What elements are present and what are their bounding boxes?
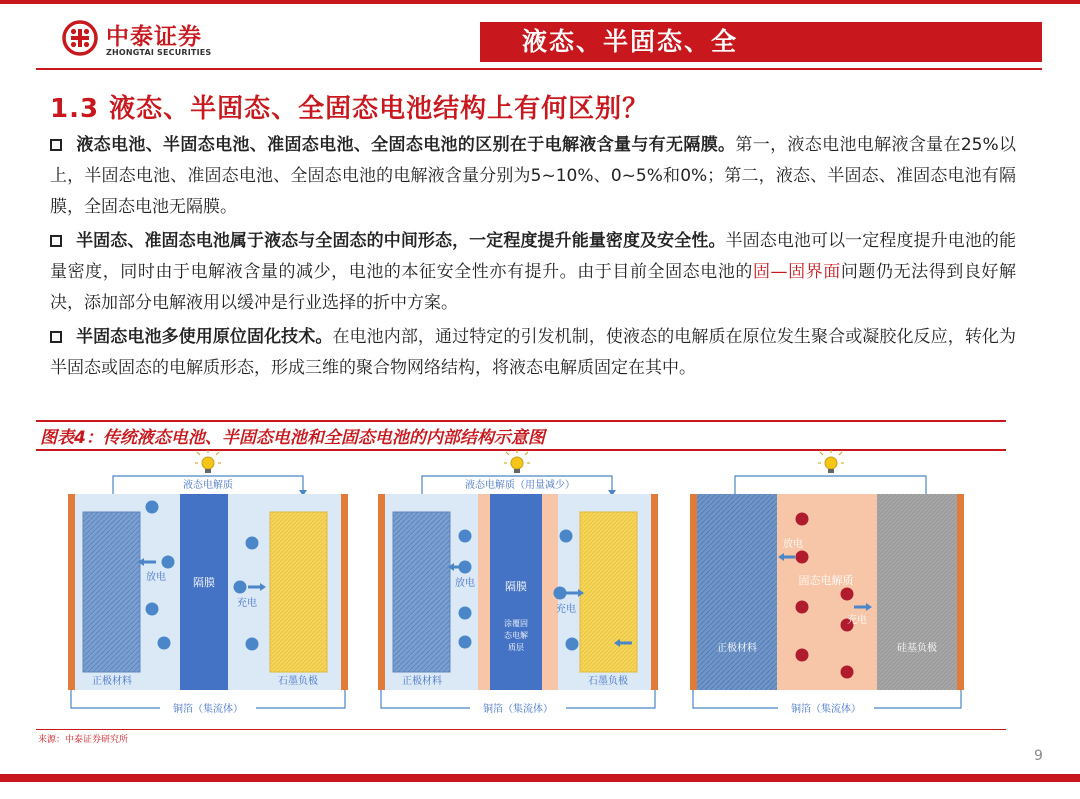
p1-discharge-label: 放电 [146,572,166,583]
figure-title: 图表4：传统液态电池、半固态电池和全固态电池的内部结构示意图 [40,428,545,448]
p1-foil-label: 铜箔（集流体） [173,704,243,715]
p2-coating-label-line2: 态电解 [504,631,528,640]
lightbulb-icon [818,450,844,473]
banner-title: 液态、半固态、全 [522,27,739,56]
source-note: 来源：中泰证券研究所 [38,735,129,745]
paragraph-2-text: 半固态电池可以一定程度提升电池的能量密度，同时由于电解液含量的减少，电池的本征安全性亦有提升。由于目前全固态电池的 [50,231,1017,282]
figure-bottom-rule [36,729,1006,730]
p3-solid-electrolyte-label: 固态电解质 [798,574,854,587]
paragraph-3 [50,322,1016,384]
top-accent-line [0,0,1080,4]
logo-mark-icon [62,20,98,56]
p2-right-collector [651,494,658,690]
bullet-box-icon [50,235,62,247]
paragraph-1 [50,130,1016,223]
p2-coating-label-line1: 涂覆固 [504,619,528,628]
logo-chinese-name: 中泰证券 [106,24,202,50]
p2-separator-label: 隔膜 [505,580,527,593]
p1-cathode-label: 正极材料 [92,676,132,687]
paragraph-2-text-after: 问题仍无法得到良好解决，添加部分电解液用以缓冲是行业选择的折中方案。 [50,262,1017,313]
company-logo [62,18,222,62]
battery-structure-diagram [60,450,980,730]
p1-anode [270,512,327,672]
p1-left-collector [68,494,75,690]
paragraph-3-lead: 半固态电池多使用原位固化技术。 [76,327,333,347]
paragraph-1-lead: 液态电池、半固态电池、准固态电池、全固态电池的区别在于电解液含量与有无隔膜。 [76,135,736,155]
p1-electrolyte-label: 液态电解质 [183,480,233,491]
paragraph-1-text: 第一，液态电池电解液含量在25%以上，半固态电池、准固态电池、全固态电池的电解液含量分别为5~10%、0~5%和0%；第二，液态、半固态、准固态电池有隔膜，全固态电池无隔膜。 [50,135,1016,217]
page-number: 9 [1034,748,1043,764]
p2-anode [580,512,637,672]
lightbulb-icon [195,450,221,473]
p3-anode [877,494,957,690]
bullet-box-icon [50,331,62,343]
p3-cathode-label: 正极材料 [717,643,757,654]
figure-top-rule [36,420,1006,422]
p2-cathode [393,512,450,672]
header-banner [480,22,1042,62]
liquid-battery-panel [68,450,348,716]
all-solid-battery-panel [690,450,964,716]
p3-left-collector [690,494,697,690]
logo-english-name: ZHONGTAI SECURITIES [106,48,212,57]
bullet-box-icon [50,139,62,151]
p1-separator-label: 隔膜 [193,576,215,589]
p3-right-collector [957,494,964,690]
p3-discharge-label: 放电 [783,539,803,550]
paragraph-2-highlight: 固—固界面 [752,262,841,282]
p2-coating-label-line3: 质层 [508,643,524,652]
body-text [50,130,1016,387]
semi-solid-battery-panel [378,450,658,716]
p1-right-collector [341,494,348,690]
p2-anode-label: 石墨负极 [588,676,628,687]
p2-foil-label: 铜箔（集流体） [483,704,553,715]
section-title: 1.3 液态、半固态、全固态电池结构上有何区别？ [50,94,650,124]
p3-anode-label: 硅基负极 [897,643,937,654]
footer-bar [0,774,1080,782]
p2-cathode-label: 正极材料 [402,676,442,687]
p2-electrolyte-label: 液态电解质（用量减少） [465,480,575,491]
p1-anode-label: 石墨负极 [278,676,318,687]
p1-cathode [83,512,140,672]
paragraph-2 [50,226,1016,319]
p3-charge-label: 充电 [847,615,867,626]
p1-charge-label: 充电 [237,598,257,609]
p2-left-collector [378,494,385,690]
p1-separator [180,494,228,690]
p2-discharge-label: 放电 [455,578,475,589]
header-divider [36,68,1042,70]
p3-foil-label: 铜箔（集流体） [791,704,861,715]
p2-charge-label: 充电 [556,604,576,615]
p3-cathode [697,494,777,690]
lightbulb-icon [504,450,530,473]
paragraph-2-lead: 半固态、准固态电池属于液态与全固态的中间形态，一定程度提升能量密度及安全性。 [76,231,726,251]
paragraph-3-text: 在电池内部，通过特定的引发机制，使液态的电解质在原位发生聚合或凝胶化反应，转化为半固态或固态的电解质形态，形成三维的聚合物网络结构，将液态电解质固定在其中。 [50,327,1017,378]
